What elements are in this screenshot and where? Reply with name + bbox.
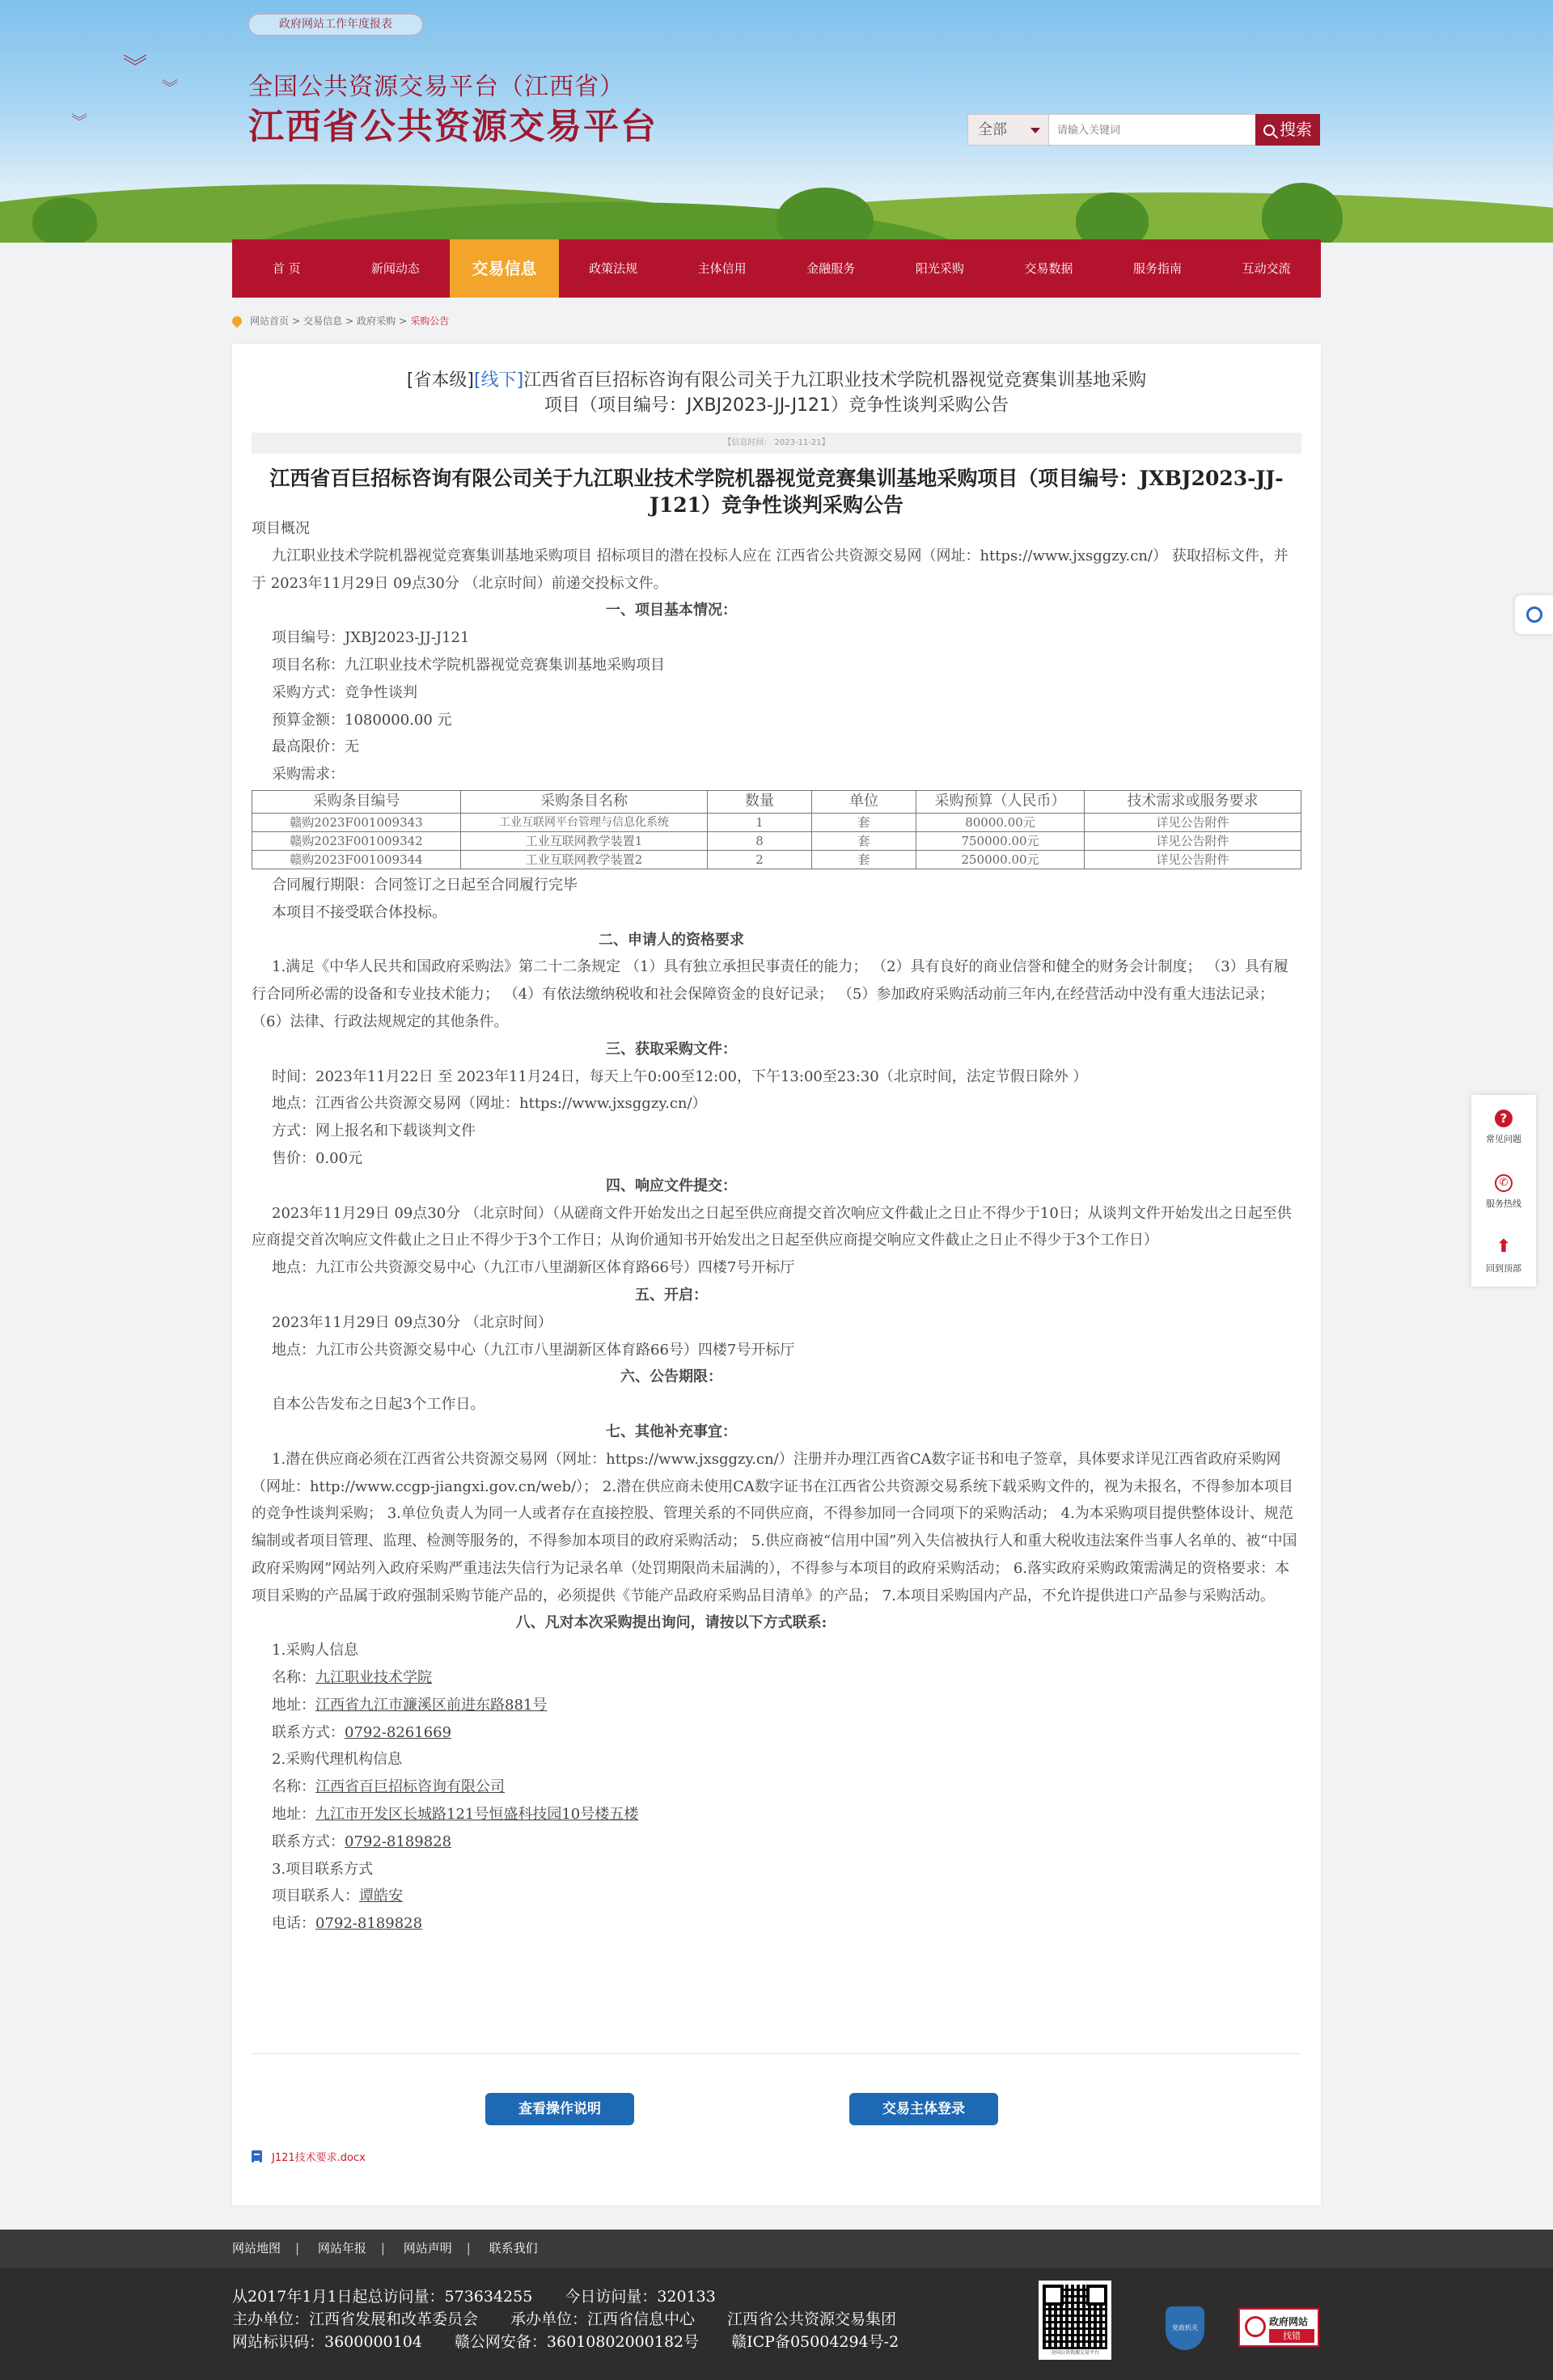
icp-record: 赣ICP备05004294号-2	[731, 2333, 899, 2351]
divider	[252, 2053, 1301, 2054]
nav-item-interaction[interactable]: 互动交流	[1242, 261, 1291, 276]
column-header: 技术需求或服务要求	[1085, 790, 1301, 813]
article-body	[252, 515, 1301, 1938]
attachment-link[interactable]	[252, 2149, 366, 2164]
region-tag: [省本级]	[406, 370, 474, 391]
trader-login-button[interactable]: 交易主体登录	[849, 2093, 998, 2125]
table-header-row	[252, 790, 1301, 813]
overview-text: 九江职业技术学院机器视觉竞赛集训基地采购项目 招标项目的潜在投标人应在 江西省公共资源交易网（网址：https://www.jxsggzy.cn/） 获取招标文件，并于 2023年11月29日 09点30分 （北京时间）前递交投标文件。	[252, 547, 1289, 592]
search-button-label: 搜索	[1280, 120, 1312, 139]
project-no: 项目编号：JXBJ2023-JJ-J121	[272, 629, 470, 647]
project-phone: 0792-8189828	[315, 1915, 423, 1933]
site-logo[interactable]: 江西省公共资源交易平台	[248, 106, 658, 147]
table-cell: 赣购2023F001009343	[252, 813, 461, 831]
bird-icon: ︾	[71, 112, 87, 131]
agent-tel-row	[252, 1828, 1301, 1856]
gov-badge[interactable]	[1166, 2306, 1204, 2350]
section-title: 四、响应文件提交：	[606, 1177, 737, 1194]
table-cell: 8	[708, 831, 812, 850]
table-cell: 750000.00元	[916, 831, 1085, 850]
buyer-addr-row	[252, 1692, 1301, 1719]
field-label: 地址：	[272, 1806, 315, 1824]
agent-address: 九江市开发区长城路121号恒盛科技园10号楼五楼	[315, 1806, 639, 1824]
document-title: 江西省百巨招标咨询有限公司关于九江职业技术学院机器视觉竞赛集训基地采购项目（项目编号：JXBJ2023-JJ-J121）竞争性谈判采购公告	[269, 467, 1284, 517]
table-cell: 1	[708, 813, 812, 831]
table-cell: 工业互联网教学装置2	[461, 850, 708, 869]
section-title: 一、项目基本情况：	[606, 602, 737, 619]
group-name: 江西省公共资源交易集团	[727, 2310, 897, 2328]
opening-time: 2023年11月29日 09点30分 （北京时间）	[272, 1313, 552, 1331]
table-row	[252, 813, 1301, 831]
breadcrumb-gov-purchase[interactable]: 政府采购	[357, 315, 396, 327]
search-icon	[1263, 125, 1275, 136]
column-header: 采购条目名称	[461, 790, 708, 813]
mode-tag: [线下]	[473, 370, 524, 391]
section-title: 七、其他补充事宜：	[606, 1423, 737, 1440]
page-title	[232, 368, 1321, 418]
field-label: 名称：	[272, 1669, 315, 1687]
project-person: 谭皓安	[359, 1888, 403, 1905]
buyer-tel-row	[252, 1719, 1301, 1747]
buyer-name-row	[252, 1664, 1301, 1692]
agent-phone: 0792-8189828	[345, 1833, 452, 1850]
acquire-time: 时间：2023年11月22日 至 2023年11月24日，每天上午0:00至12:00，下午13:00至23:30（北京时间，法定节假日除外 ）	[272, 1067, 1088, 1085]
footer-info	[232, 2285, 899, 2353]
agent-heading: 2.采购代理机构信息	[272, 1751, 403, 1769]
back-to-top-label: 回到顶部	[1486, 1263, 1521, 1274]
field-label: 联系方式：	[272, 1723, 345, 1741]
nav-item-sunshine-purchase[interactable]: 阳光采购	[915, 261, 964, 276]
nav-item-home[interactable]: 首 页	[272, 261, 301, 276]
chevron-down-icon	[1030, 128, 1040, 133]
qr-code-image	[1043, 2285, 1107, 2349]
tree-decoration	[776, 188, 874, 243]
section-title: 五、开启：	[635, 1286, 708, 1304]
qr-caption: 全国公共资源交易平台	[1050, 2350, 1099, 2356]
arrow-up-icon: ⬆	[1496, 1237, 1512, 1257]
table-cell: 详见公告附件	[1085, 831, 1301, 850]
acquire-price: 售价：0.00元	[272, 1149, 363, 1167]
police-record: 赣公网安备：36010802000182号	[454, 2333, 700, 2351]
buyer-name: 九江职业技术学院	[315, 1669, 432, 1687]
project-person-row	[252, 1883, 1301, 1910]
phone-icon: ✆	[1495, 1174, 1513, 1192]
column-header: 采购预算（人民币）	[916, 790, 1085, 813]
table-cell: 详见公告附件	[1085, 850, 1301, 869]
acquire-method: 方式：网上报名和下载谈判文件	[272, 1122, 476, 1140]
gov-badge-label: 党政机关	[1172, 2324, 1198, 2331]
search-input[interactable]	[1057, 120, 1235, 141]
accessibility-tab[interactable]	[1515, 595, 1553, 634]
report-error-badge[interactable]	[1238, 2308, 1319, 2347]
accessibility-icon	[1526, 607, 1542, 623]
qualification-text: 1.满足《中华人民共和国政府采购法》第二十二条规定 （1）具有独立承担民事责任的能力； （2）具有良好的商业信誉和健全的财务会计制度； （3）具有履行合同所必需的设备和专业技术能力； （4）有依法缴纳税收和社会保障资金的良好记录； （5）参加政府采购活动前三年内,在经营活动中没有重大违法记录； （6）法律、行政法规规定的其他条件。	[252, 958, 1289, 1030]
tree-decoration	[1076, 192, 1149, 243]
submission-place: 地点：九江市公共资源交易中心（九江市八里湖新区体育路66号）四楼7号开标厅	[272, 1259, 795, 1277]
hotline-button[interactable]	[1471, 1174, 1536, 1210]
faq-label: 常见问题	[1486, 1134, 1521, 1144]
site-header	[0, 0, 1553, 243]
table-cell: 工业互联网平台管理与信息化系统	[461, 813, 708, 831]
field-label: 名称：	[272, 1778, 315, 1796]
requirement-label: 采购需求：	[272, 766, 345, 784]
table-cell: 工业互联网教学装置1	[461, 831, 708, 850]
breadcrumb-trade-info[interactable]: 交易信息	[303, 315, 343, 327]
nav-item-news[interactable]: 新闻动态	[370, 261, 420, 276]
opening-place: 地点：九江市公共资源交易中心（九江市八里湖新区体育路66号）四楼7号开标厅	[272, 1341, 795, 1359]
contract-period: 合同履行期限：合同签订之日起至合同履行完毕	[272, 876, 578, 894]
table-cell: 80000.00元	[916, 813, 1085, 831]
section-title: 六、公告期限：	[620, 1368, 722, 1386]
acquire-place: 地点：江西省公共资源交易网（网址：https://www.jxsggzy.cn/）	[272, 1095, 707, 1113]
visits-total: 从2017年1月1日起总访问量：573634255	[232, 2288, 533, 2306]
tree-decoration	[1262, 183, 1343, 243]
section-title: 三、获取采购文件：	[606, 1040, 737, 1058]
section-title: 八、凡对本次采购提出询问，请按以下方式联系:	[515, 1614, 827, 1632]
document-icon	[252, 2150, 262, 2162]
nav-item-policy[interactable]: 政策法规	[589, 261, 638, 276]
project-name: 项目名称：九江职业技术学院机器视觉竞赛集训基地采购项目	[272, 656, 665, 674]
main-nav	[232, 239, 1321, 298]
nav-item-finance[interactable]: 金融服务	[806, 261, 856, 276]
section-title: 二、申请人的资格要求	[599, 931, 744, 949]
table-cell: 套	[812, 831, 916, 850]
buyer-address: 江西省九江市濂溪区前进东路881号	[315, 1696, 548, 1714]
magnifier-icon	[1245, 2316, 1266, 2337]
host-unit: 主办单位：江西省发展和改革委员会	[232, 2310, 479, 2328]
faq-button[interactable]	[1471, 1110, 1536, 1145]
report-error-label-2: 找错	[1269, 2329, 1314, 2343]
title-line-2: 项目（项目编号：JXBJ2023-JJ-J121）竞争性谈判采购公告	[544, 395, 1009, 416]
table-cell: 2	[708, 850, 812, 869]
max-price: 最高限价：无	[272, 738, 359, 756]
nav-item-credit[interactable]: 主体信用	[697, 261, 747, 276]
budget-amount: 预算金额：1080000.00 元	[272, 711, 452, 729]
logo-subtitle: 全国公共资源交易平台（江西省）	[248, 73, 624, 101]
footer	[0, 2268, 1553, 2380]
visits-today: 今日访问量：320133	[565, 2288, 716, 2306]
nav-item-guide[interactable]: 服务指南	[1133, 261, 1183, 276]
agent-name: 江西省百巨招标咨询有限公司	[315, 1778, 505, 1796]
article-card	[232, 344, 1321, 2205]
agent-name-row	[252, 1773, 1301, 1801]
overview-label: 项目概况	[252, 520, 310, 537]
table-cell: 详见公告附件	[1085, 813, 1301, 831]
search-scope-value: 全部	[978, 121, 1007, 138]
table-row	[252, 850, 1301, 869]
project-contact-heading: 3.项目联系方式	[272, 1860, 374, 1878]
table-cell: 套	[812, 813, 916, 831]
qr-code	[1039, 2281, 1111, 2360]
buyer-phone: 0792-8261669	[345, 1723, 452, 1741]
table-cell: 赣购2023F001009344	[252, 850, 461, 869]
breadcrumb-current: 采购公告	[410, 315, 450, 327]
column-header: 单位	[812, 790, 916, 813]
footer-link-annual-report[interactable]: 网站年报	[317, 2241, 366, 2255]
purchase-method: 采购方式：竞争性谈判	[272, 683, 417, 701]
project-tel-row	[252, 1910, 1301, 1938]
field-label: 联系方式：	[272, 1833, 345, 1850]
footer-link-sitemap[interactable]: 网站地图	[232, 2241, 281, 2255]
buyer-heading: 1.采购人信息	[272, 1642, 359, 1659]
annual-report-link[interactable]: 政府网站工作年度报表	[248, 14, 423, 36]
footer-links-bar: 网站地图 | 网站年报 | 网站声明 | 联系我们	[0, 2230, 1553, 2268]
undertake-unit: 承办单位：江西省信息中心	[510, 2310, 696, 2328]
question-icon: ?	[1495, 1110, 1513, 1127]
table-cell: 套	[812, 850, 916, 869]
table-cell: 250000.00元	[916, 850, 1085, 869]
nav-item-trade-data[interactable]: 交易数据	[1024, 261, 1073, 276]
column-header: 采购条目编号	[252, 790, 461, 813]
hotline-label: 服务热线	[1486, 1198, 1521, 1209]
submission-text: 2023年11月29日 09点30分 （北京时间）（从磋商文件开始发出之日起至供应商提交首次响应文件截止之日止不得少于10日；从谈判文件开始发出之日起至供应商提交首次响应文件截止之日止不得少于3个工作日；从询价通知书开始发出之日起至供应商提交响应文件截止之日止不得少于3个工作日）	[252, 1204, 1292, 1249]
breadcrumb-home[interactable]: 网站首页	[250, 315, 290, 327]
location-pin-icon	[231, 314, 244, 328]
column-header: 数量	[708, 790, 812, 813]
side-float-panel	[1471, 1095, 1536, 1287]
bird-icon: ︾	[123, 53, 147, 82]
attachment-name: J121技术要求.docx	[272, 2152, 366, 2164]
report-error-label-1: 政府网站	[1269, 2316, 1309, 2327]
footer-link-contact[interactable]: 联系我们	[489, 2241, 538, 2255]
field-label: 地址：	[272, 1696, 315, 1714]
bird-icon: ︾	[162, 78, 178, 97]
table-cell: 赣购2023F001009342	[252, 831, 461, 850]
search-button[interactable]	[1255, 114, 1320, 146]
supplementary-text: 1.潜在供应商必须在江西省公共资源交易网（网址：https://www.jxsggzy.cn/）注册并办理江西省CA数字证书和电子签章，具体要求详见江西省政府采购网（网址：http://www.ccgp-jiangxi.gov.cn/web/）； 2.潜在供应商未使用CA数字证书在江西省公共资源交易系统下载采购文件的，视为未报名，不得参加本项目的竞争性谈判采购； 3.单位负责人为同一人或者存在直接控股、管理关系的不同供应商，不得参加同一合同项下的采购活动； 4.为本采购项目提供整体设计、规范编制或者项目管理、监理、检测等服务的，不得参加本项目的政府采购活动； 5.供应商被“信用中国”列入失信被执行人和重大税收违法案件当事人名单的、被“中国政府采购网”网站列入政府采购严重违法失信行为记录名单（处罚期限尚未届满的），不得参与本项目的政府采购活动； 6.落实政府采购政策需满足的资格要求：本项目采购的产品属于政府强制采购节能产品的，必须提供《节能产品政府采购品目清单》的产品； 7.本项目采购国内产品，不允许提供进口产品参与采购活动。	[252, 1450, 1297, 1604]
footer-link-statement[interactable]: 网站声明	[403, 2241, 452, 2255]
site-code: 网站标识码：3600000104	[232, 2333, 422, 2351]
title-line-1: 江西省百巨招标咨询有限公司关于九江职业技术学院机器视觉竞赛集训基地采购	[523, 370, 1147, 391]
notice-period: 自本公告发布之日起3个工作日。	[272, 1396, 485, 1414]
tree-decoration	[32, 197, 97, 243]
table-row	[252, 831, 1301, 850]
nav-item-trade-info[interactable]: 交易信息	[450, 239, 559, 298]
guide-button[interactable]: 查看操作说明	[485, 2093, 634, 2125]
info-time: 【信息时间： 2023-11-21】	[252, 433, 1301, 454]
field-label: 电话：	[272, 1915, 315, 1933]
back-to-top-button[interactable]	[1471, 1239, 1536, 1275]
requirement-table	[252, 790, 1301, 869]
field-label: 项目联系人：	[272, 1888, 359, 1905]
search-scope-select[interactable]	[968, 115, 1049, 145]
no-consortium: 本项目不接受联合体投标。	[272, 903, 446, 921]
agent-addr-row	[252, 1801, 1301, 1828]
breadcrumb: 网站首页 > 交易信息 > 政府采购 > 采购公告	[232, 314, 449, 328]
